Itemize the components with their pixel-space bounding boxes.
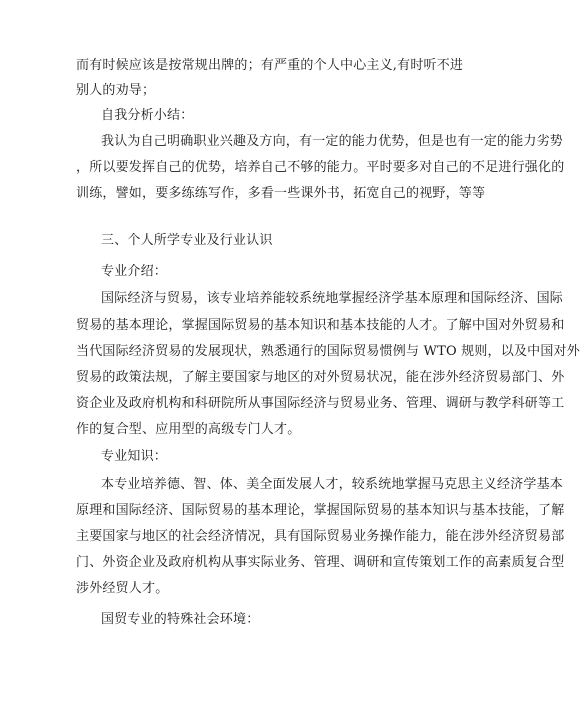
major-knowledge-heading: 专业知识： xyxy=(101,449,168,464)
major-intro-line-1: 国际经济与贸易，该专业培养能较系统地掌握经济学基本原理和国际经济、国际 xyxy=(101,291,564,306)
major-knowledge-line-1: 本专业培养德、智、体、美全面发展人才，较系统地掌握马克思主义经济学基本 xyxy=(101,477,564,492)
major-knowledge-line-3: 主要国家与地区的社会经济情况，具有国际贸易业务操作能力，能在涉外经济贸易部 xyxy=(76,529,565,544)
self-analysis-line-3: 训练，譬如，要多练练写作，多看一些课外书，拓宽自己的视野，等等 xyxy=(76,186,486,201)
major-intro-line-6: 作的复合型、应用型的高级专门人才。 xyxy=(76,422,301,437)
self-analysis-line-2: ，所以要发挥自己的优势，培养自己不够的能力。平时要多对自己的不足进行强化的 xyxy=(76,160,565,175)
major-knowledge-line-2: 原理和国际经济、国际贸易的基本理论，掌握国际贸易的基本知识与基本技能，了解 xyxy=(76,503,565,518)
major-knowledge-line-4: 门、外资企业及政府机构从事实际业务、管理、调研和宣传策划工作的高素质复合型 xyxy=(76,555,565,570)
major-intro-heading: 专业介绍： xyxy=(101,264,168,279)
self-analysis-heading: 自我分析小结： xyxy=(101,108,194,123)
major-intro-line-4: 贸易的政策法规，了解主要国家与地区的对外贸易状况，能在涉外经济贸易部门、外 xyxy=(76,370,565,385)
major-intro-line-3: 当代国际经济贸易的发展现状，熟悉通行的国际贸易惯例与 WTO 规则，以及中国对外 xyxy=(76,344,580,359)
social-env-heading: 国贸专业的特殊社会环境： xyxy=(101,612,260,627)
major-intro-line-5: 资企业及政府机构和科研院所从事国际经济与贸易业务、管理、调研与教学科研等工 xyxy=(76,396,565,411)
major-intro-line-2: 贸易的基本理论，掌握国际贸易的基本知识和基本技能的人才。了解中国对外贸易和 xyxy=(76,318,565,333)
intro-line-1: 而有时候应该是按常规出牌的；有严重的个人中心主义,有时听不进 xyxy=(76,58,464,73)
major-knowledge-line-5: 涉外经贸人才。 xyxy=(76,581,169,596)
self-analysis-line-1: 我认为自己明确职业兴趣及方向，有一定的能力优势，但是也有一定的能力劣势 xyxy=(101,134,564,149)
section-heading: 三、个人所学专业及行业认识 xyxy=(101,233,273,248)
intro-line-2: 别人的劝导； xyxy=(76,83,156,98)
